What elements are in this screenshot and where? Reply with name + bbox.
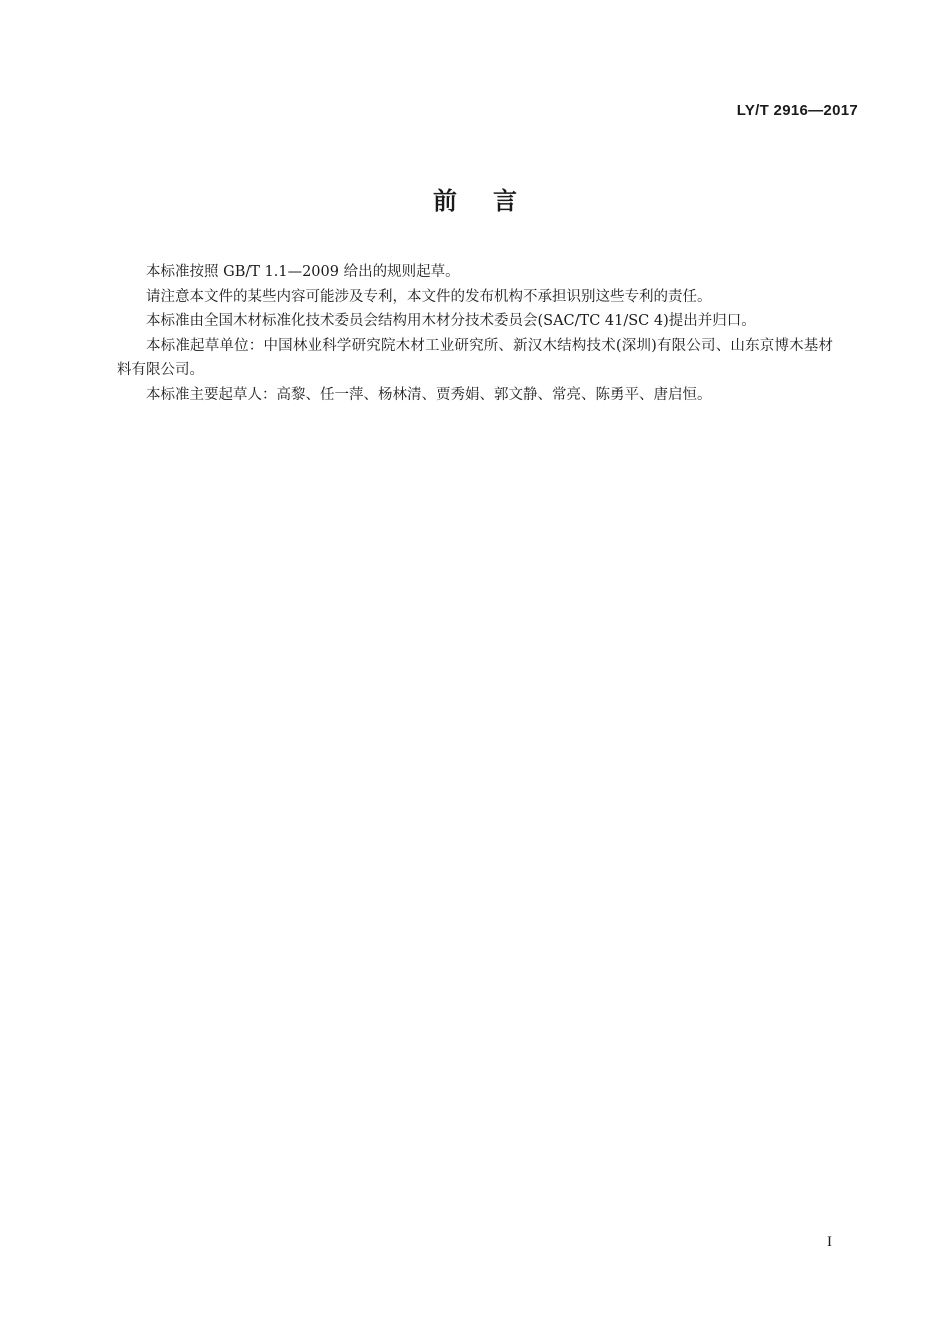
standard-code: LY/T 2916—2017 [736,102,858,119]
page-title: 前言 [433,187,553,215]
paragraph-proposing-body: 本标准由全国木材标准化技术委员会结构用木材分技术委员会(SAC/TC 41/SC 4)提出并归口。 [146,313,756,329]
foreword-body [117,260,833,407]
paragraph-drafters: 本标准主要起草人：高黎、任一萍、杨林清、贾秀娟、郭文静、常亮、陈勇平、唐启恒。 [146,386,712,403]
paragraph-drafting-rules: 本标准按照 GB/T 1.1—2009 给出的规则起草。 [146,264,460,280]
paragraph-patent-notice: 请注意本文件的某些内容可能涉及专利，本文件的发布机构不承担识别这些专利的责任。 [146,288,712,305]
paragraph-drafting-units: 本标准起草单位：中国林业科学研究院木材工业研究所、新汉木结构技术(深圳)有限公司、山东京博木基材料有限公司。 [117,337,833,378]
page-number: I [827,1234,832,1250]
